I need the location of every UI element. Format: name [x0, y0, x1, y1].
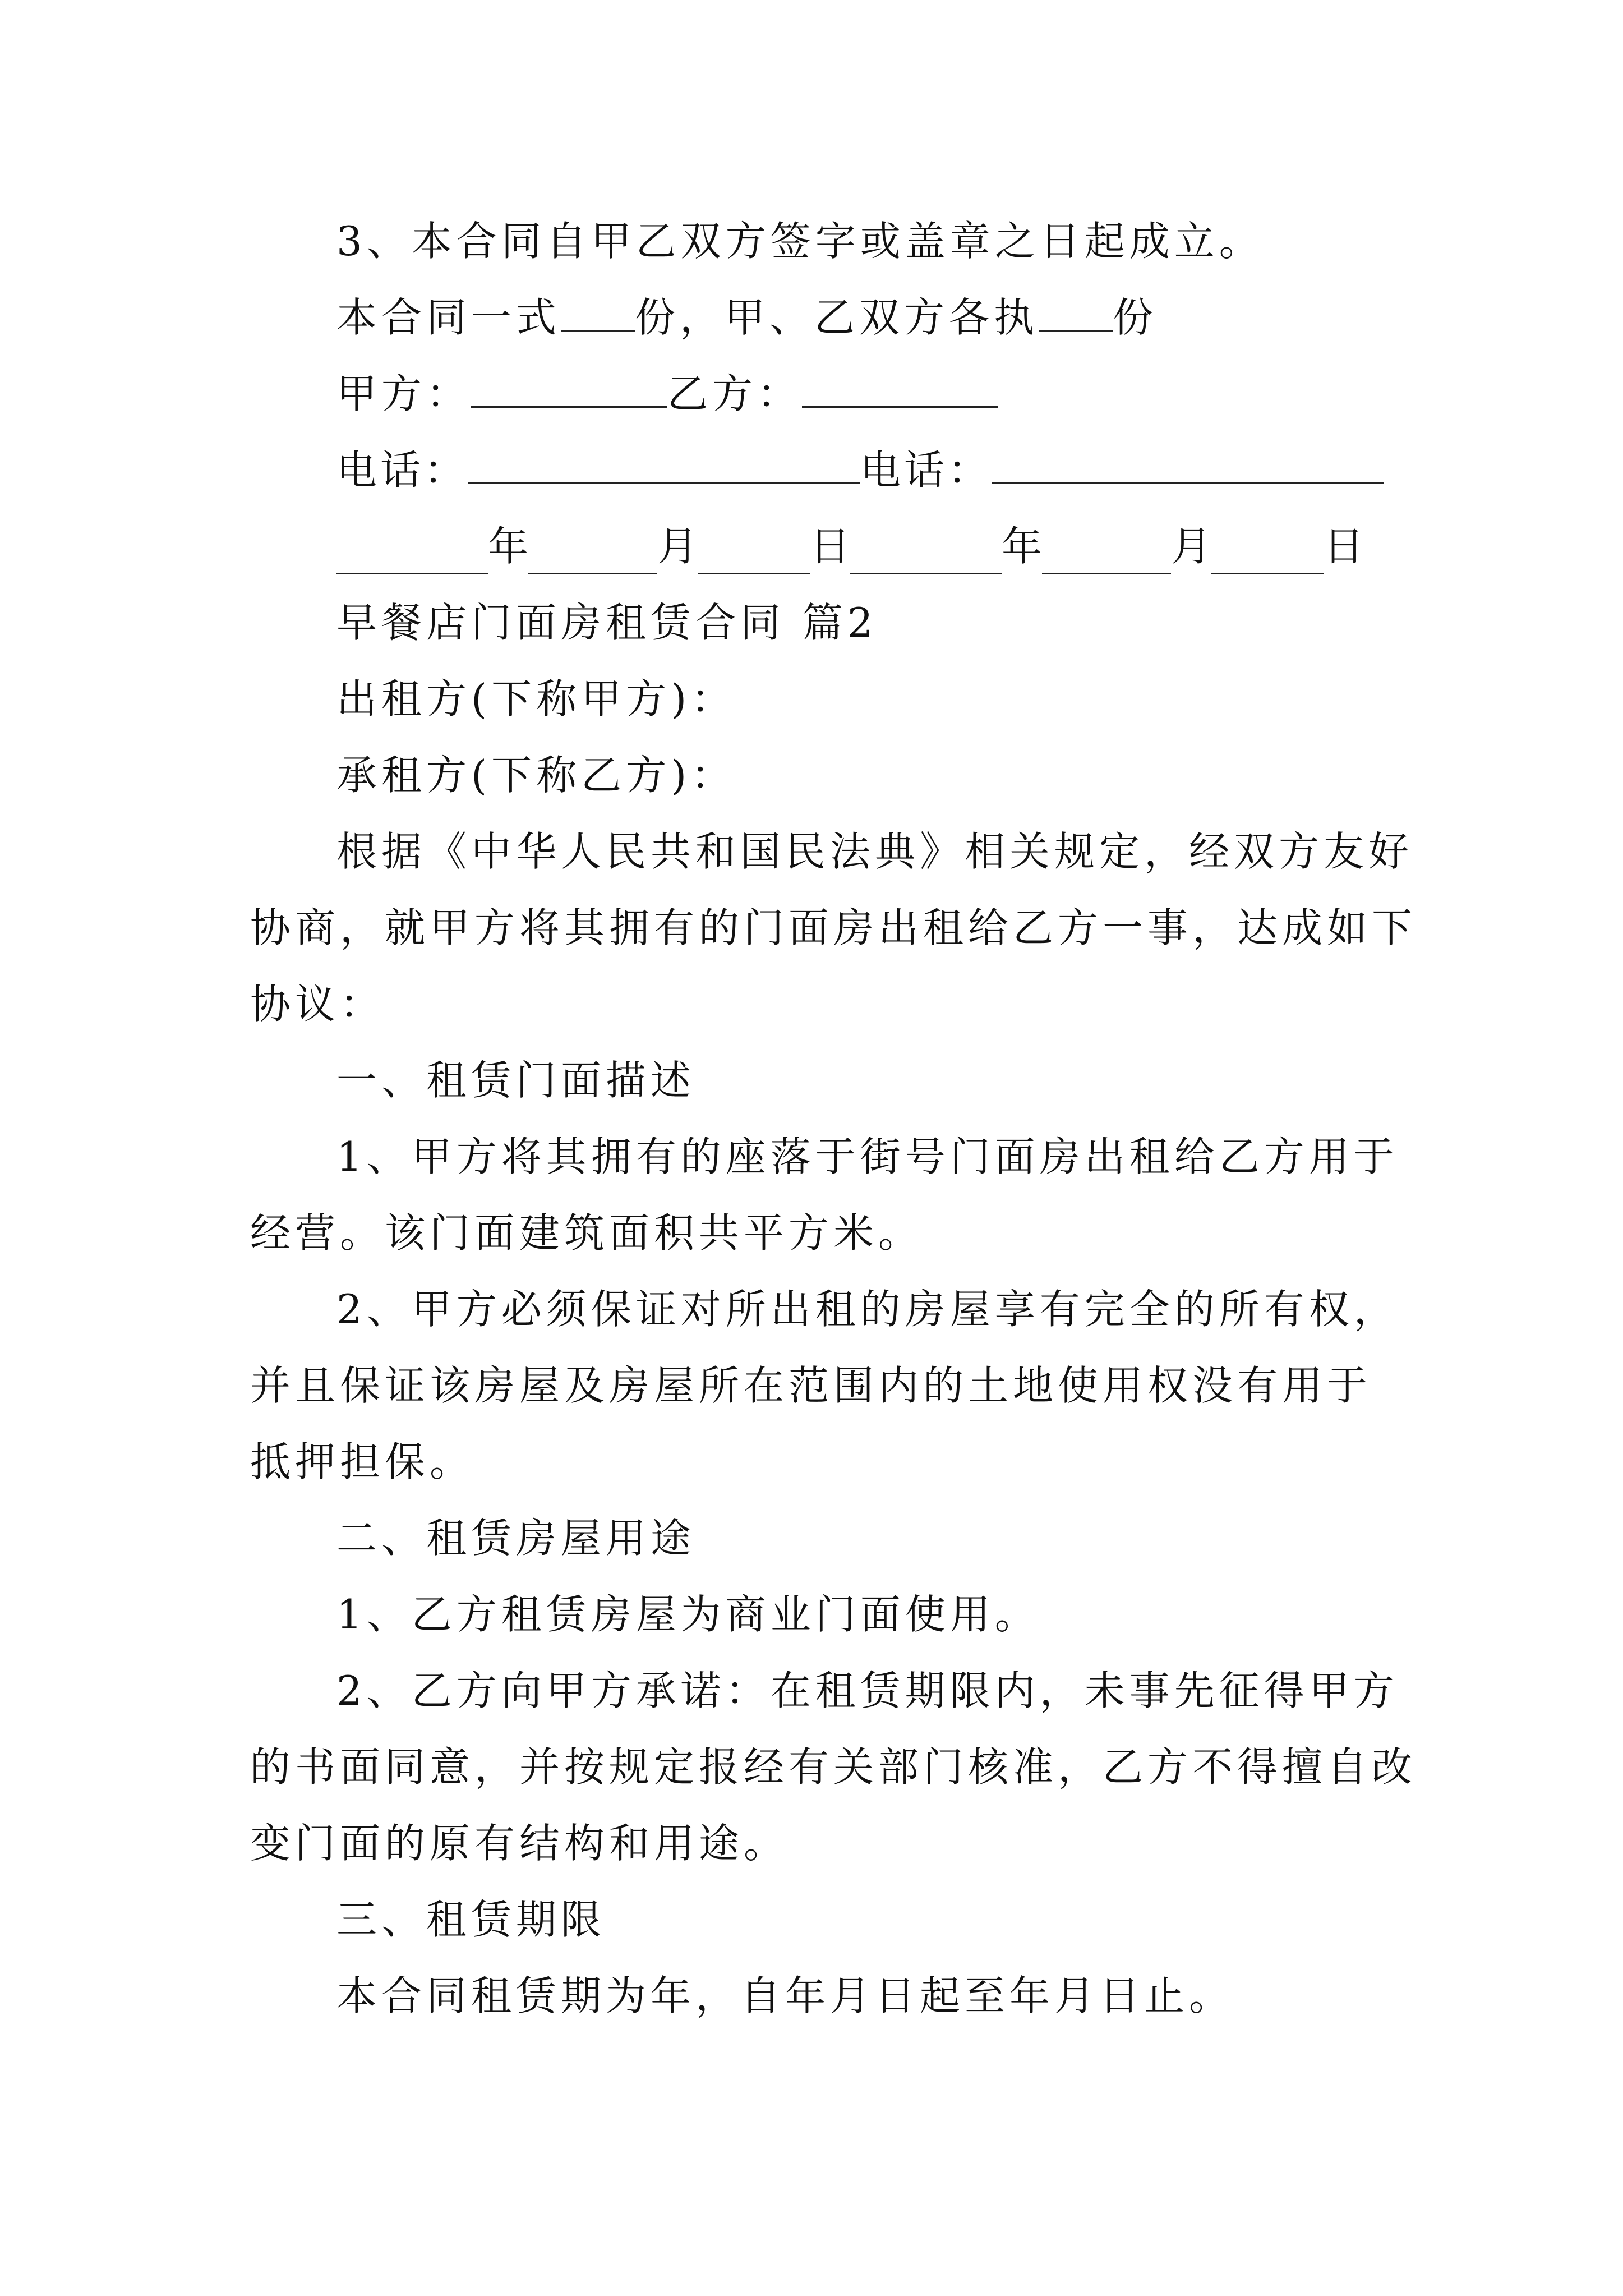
- para-2-line-3: 抵押担保。: [250, 1438, 475, 1485]
- date-b-month: 月: [1171, 523, 1212, 570]
- date-b-year-blank: [850, 529, 1002, 574]
- copies-blank-2: [1039, 291, 1113, 332]
- para-4-line-1: 2、乙方向甲方承诺：在租赁期限内，未事先征得甲方: [336, 1667, 1399, 1714]
- heading-3: 三、租赁期限: [336, 1896, 606, 1943]
- party-a-blank: [471, 367, 667, 408]
- phone-line: [336, 442, 1384, 498]
- lessee-line: 承租方(下称乙方)：: [336, 752, 736, 799]
- phone-a-label: 电话：: [336, 447, 468, 494]
- date-b-day: 日: [1324, 523, 1364, 570]
- date-b-day-blank: [1211, 529, 1324, 574]
- copies-text-3: 份: [1113, 294, 1158, 341]
- date-line: [336, 518, 1364, 574]
- date-a-year-blank: [336, 529, 488, 574]
- para-5-line-1: 本合同租赁期为年，自年月日起至年月日止。: [336, 1972, 1234, 2019]
- intro-line-1: 根据《中华人民共和国民法典》相关规定，经双方友好: [336, 828, 1414, 875]
- para-2-line-2: 并且保证该房屋及房屋所在范围内的土地使用权没有用于: [250, 1362, 1372, 1409]
- para-1-line-2: 经营。该门面建筑面积共平方米。: [250, 1209, 924, 1257]
- intro-line-2: 协商，就甲方将其拥有的门面房出租给乙方一事，达成如下: [250, 904, 1417, 951]
- phone-b-blank: [992, 443, 1384, 484]
- date-a-day: 日: [810, 523, 851, 570]
- heading-1: 一、租赁门面描述: [336, 1057, 696, 1104]
- para-4-line-3: 变门面的原有结构和用途。: [250, 1820, 789, 1867]
- date-a-month: 月: [657, 523, 698, 570]
- copies-line: [336, 289, 1158, 346]
- party-a-label: 甲方：: [336, 370, 472, 417]
- copies-blank-1: [561, 291, 635, 332]
- para-3-line-1: 1、乙方租赁房屋为商业门面使用。: [336, 1591, 1040, 1638]
- para-1-line-1: 1、甲方将其拥有的座落于街号门面房出租给乙方用于: [336, 1133, 1399, 1180]
- party-b-label: 乙方：: [667, 370, 803, 417]
- date-a-year: 年: [488, 523, 529, 570]
- date-a-day-blank: [698, 529, 810, 574]
- date-b-month-blank: [1042, 529, 1171, 574]
- para-2-line-1: 2、甲方必须保证对所出租的房屋享有完全的所有权，: [336, 1286, 1399, 1333]
- phone-a-blank: [468, 443, 860, 484]
- section-title: 早餐店门面房租赁合同 篇2: [336, 599, 878, 646]
- lessor-line: 出租方(下称甲方)：: [336, 675, 736, 723]
- date-a-month-blank: [528, 529, 657, 574]
- copies-text-1: 本合同一式: [336, 294, 561, 341]
- party-line: [336, 366, 998, 422]
- clause-3: 3、本合同自甲乙双方签字或盖章之日起成立。: [336, 218, 1264, 265]
- para-4-line-2: 的书面同意，并按规定报经有关部门核准，乙方不得擅自改: [250, 1743, 1417, 1791]
- copies-text-2: 份，甲、乙双方各执: [635, 294, 1039, 341]
- intro-line-3: 协议：: [250, 981, 385, 1028]
- heading-2: 二、租赁房屋用途: [336, 1515, 696, 1562]
- party-b-blank: [802, 367, 998, 408]
- date-b-year: 年: [1002, 523, 1043, 570]
- phone-b-label: 电话：: [860, 447, 992, 494]
